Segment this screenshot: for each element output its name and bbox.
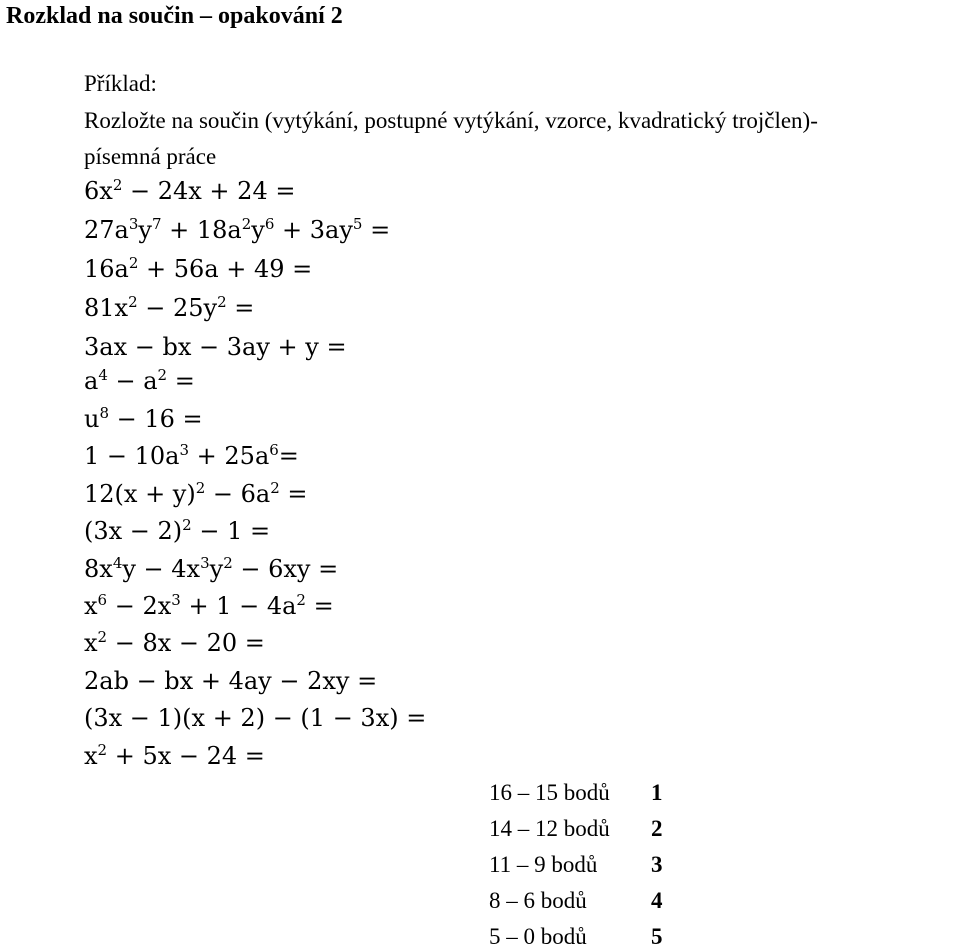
grading-range: 11 – 9 bodů	[489, 852, 598, 877]
grading-grade: 5	[651, 924, 663, 949]
grading-range: 14 – 12 bodů	[489, 816, 610, 841]
problem-6: $a^4 - a^2$ =	[84, 366, 195, 395]
grading-range: 8 – 6 bodů	[489, 888, 587, 913]
page-title: Rozklad na součin – opakování 2	[6, 3, 343, 29]
problem-9: $12(x + y)^2 - 6a^2$ =	[84, 479, 308, 508]
grading-grade: 2	[651, 816, 663, 841]
problem-14: 2ab − bx + 4ay − 2xy =	[84, 667, 378, 695]
problem-16: $x^2 + 5x - 24$ =	[84, 741, 265, 770]
grading-grade: 1	[651, 780, 663, 805]
grading-range: 5 – 0 bodů	[489, 924, 587, 949]
problem-15: (3x − 1)(x + 2) − (1 − 3x) =	[84, 704, 427, 732]
problem-11: $8x^4y - 4x^3y^2 - 6xy$ =	[84, 554, 339, 583]
problem-4: $81x^2 - 25y^2$ =	[84, 293, 255, 322]
problem-8: $1 - 10a^3 + 25a^6=$	[84, 441, 299, 470]
instruction-line-2: písemná práce	[84, 144, 217, 169]
grading-range: 16 – 15 bodů	[489, 780, 610, 805]
problem-7: $u^8 - 16$ =	[84, 404, 203, 433]
problem-10: $(3x - 2)^2 - 1$ =	[84, 516, 271, 545]
grading-grade: 4	[651, 888, 663, 913]
problem-13: $x^2 - 8x - 20$ =	[84, 628, 265, 657]
problem-3: $16a^2 + 56a + 49$ =	[84, 254, 313, 283]
problem-12: $x^6 - 2x^3 + 1 - 4a^2$ =	[84, 591, 334, 620]
grading-grade: 3	[651, 852, 663, 877]
problem-1: $6x^2 - 24x + 24$ =	[84, 176, 296, 205]
problem-5: 3ax − bx − 3ay + y =	[84, 333, 347, 361]
example-label: Příklad:	[84, 71, 157, 96]
problem-2: $27a^3y^7 + 18a^2y^6 + 3ay^5$ =	[84, 215, 391, 244]
instruction-line-1: Rozložte na součin (vytýkání, postupné vytýkání, vzorce, kvadratický trojčlen)-	[84, 108, 818, 133]
